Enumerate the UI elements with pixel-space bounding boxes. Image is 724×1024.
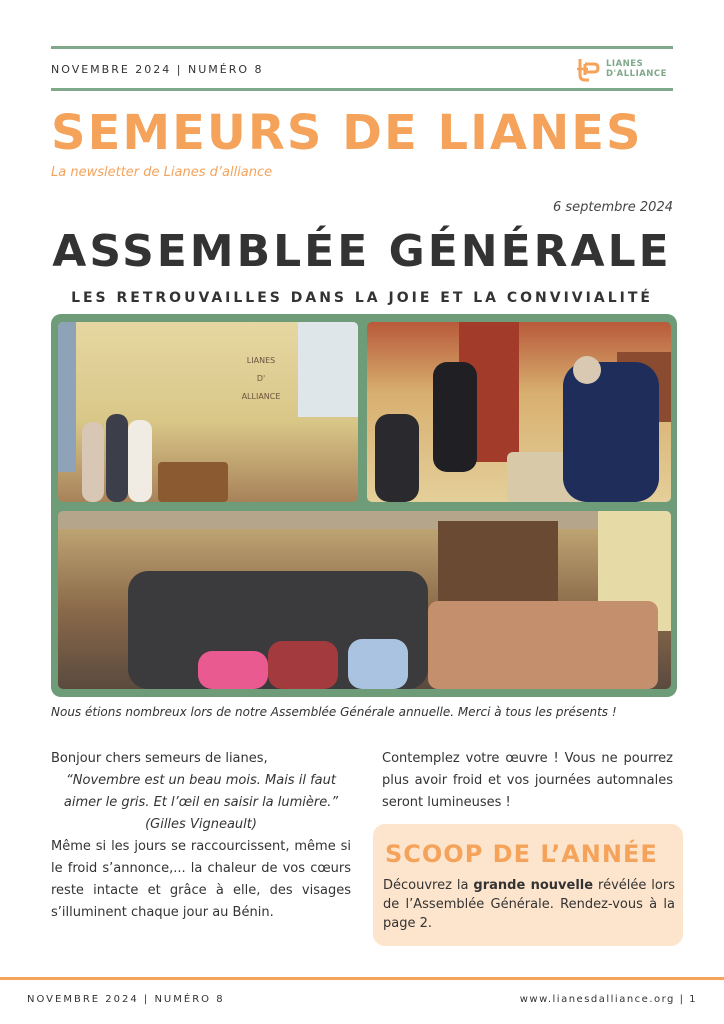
article-column-left — [51, 748, 351, 924]
scoop-text — [383, 876, 675, 933]
top-rule — [51, 46, 673, 49]
logo-line-2: D'ALLIANCE — [606, 69, 667, 79]
article-subhead: LES RETROUVAILLES DANS LA JOIE ET LA CONVIVIALITÉ — [71, 290, 653, 306]
footer-issue: NOVEMBRE 2024 | NUMÉRO 8 — [27, 994, 225, 1005]
body-paragraph-left: Même si les jours se raccourcissent, même si le froid s’annonce,... la chaleur de vos cœurs reste intacte et grâce à elle, des visages s’illuminent chaque jour au Bénin. — [51, 839, 351, 920]
article-column-right — [382, 748, 673, 814]
greeting: Bonjour chers semeurs de lianes, — [51, 751, 268, 766]
body-paragraph-right: Contemplez votre œuvre ! Vous ne pourrez plus avoir froid et vos journées automnales seront lumineuses ! — [382, 751, 673, 810]
scoop-title: SCOOP DE L’ANNÉE — [385, 840, 658, 868]
article-date: 6 septembre 2024 — [553, 200, 673, 215]
masthead-title: SEMEURS DE LIANES — [51, 105, 643, 161]
logo-wordmark — [606, 59, 667, 79]
photo-caption: Nous étions nombreux lors de notre Assemblée Générale annuelle. Merci à tous les présents ! — [51, 705, 617, 719]
photo-sign-line-1: LIANES — [246, 356, 276, 365]
quote-author: (Gilles Vigneault) — [145, 817, 257, 832]
logo-line-1: LIANES — [606, 59, 644, 69]
scoop-text-before: Découvrez la — [383, 878, 474, 893]
header-bottom-rule — [51, 88, 673, 91]
photo-presenters — [58, 322, 358, 502]
lianes-logo-icon — [576, 55, 602, 83]
photo-collage — [51, 314, 677, 697]
photo-audience — [58, 511, 671, 689]
scoop-text-bold: grande nouvelle — [473, 878, 594, 893]
scoop-callout — [373, 824, 683, 946]
masthead-tagline: La newsletter de Lianes d’alliance — [51, 165, 273, 180]
photo-sign-line-2: D' — [256, 374, 266, 383]
lianes-logo[interactable] — [576, 55, 667, 83]
article-headline: ASSEMBLÉE GÉNÉRALE — [52, 226, 672, 277]
issue-label: NOVEMBRE 2024 | NUMÉRO 8 — [51, 63, 264, 76]
photo-stand — [367, 322, 671, 502]
photo-sign-line-3: ALLIANCE — [241, 392, 281, 401]
footer-rule — [0, 977, 724, 980]
scoop-text-after: révélée lors de l’Assemblée Générale. Rendez-vous à la page 2. — [383, 878, 675, 931]
footer-site-link[interactable]: www.lianesdalliance.org | 1 — [519, 994, 697, 1005]
quote-text: “Novembre est un beau mois. Mais il faut aimer le gris. Et l’œil en saisir la lumière.” — [63, 773, 339, 810]
